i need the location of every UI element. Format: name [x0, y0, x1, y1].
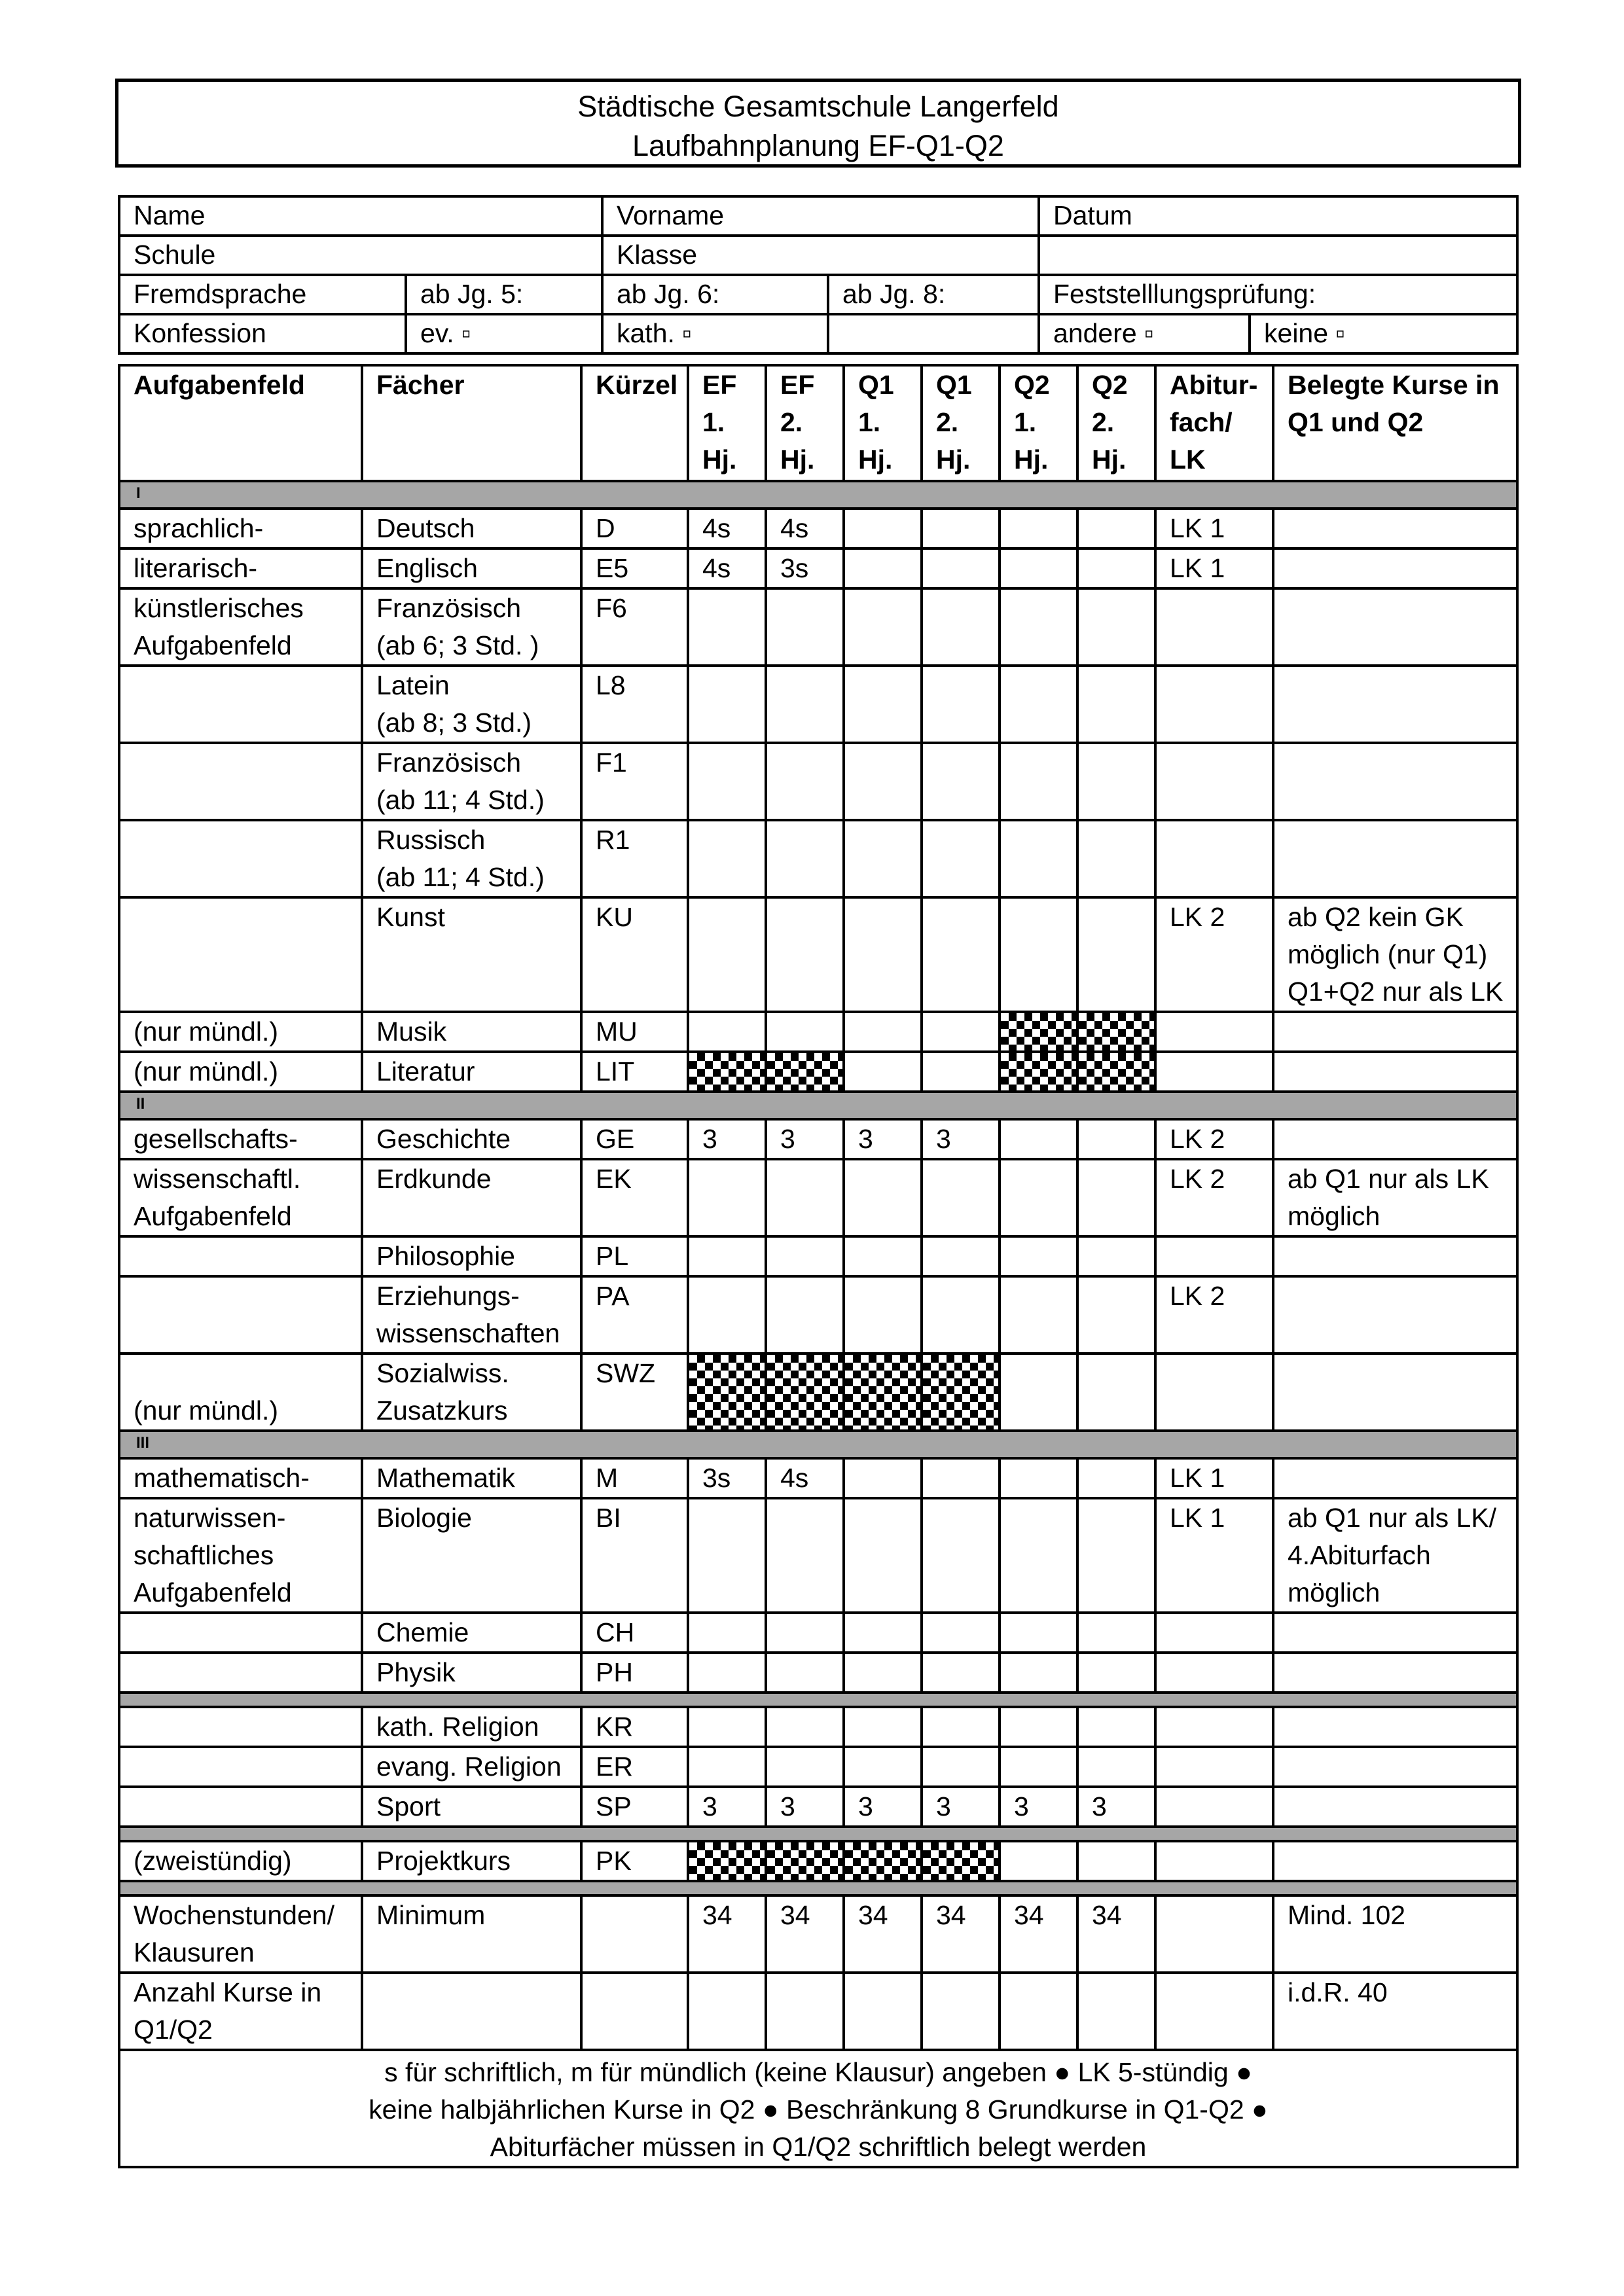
table-row: evang. Religion ER	[119, 1747, 1517, 1787]
konfession-label: Konfession	[119, 314, 406, 353]
blocked-cell	[1000, 1012, 1077, 1052]
section-separator: II	[119, 1092, 1517, 1119]
table-row: (zweistündig) Projektkurs PK	[119, 1841, 1517, 1881]
table-row: gesellschafts- Geschichte GE 3 3 3 3 LK 2	[119, 1119, 1517, 1159]
footer-note: s für schriftlich, m für mündlich (keine Klausur) angeben ● LK 5-stündig ●	[384, 2057, 1252, 2087]
blocked-cell	[688, 1354, 766, 1431]
section-separator	[119, 1693, 1517, 1707]
vorname-field[interactable]: Vorname	[602, 196, 1039, 236]
blocked-cell	[1077, 1012, 1155, 1052]
col-q22: Q2 2. Hj.	[1077, 365, 1155, 481]
table-row: Sport SP 3 3 3 3 3 3	[119, 1787, 1517, 1827]
table-row: künstlerisches Aufgabenfeld Französisch (ab 6; 3 Std. ) F6	[119, 588, 1517, 666]
jg6-field[interactable]: ab Jg. 6:	[602, 275, 828, 314]
course-planning-table	[118, 364, 1519, 2168]
header-row	[119, 365, 1517, 481]
table-row: (nur mündl.) Musik MU	[119, 1012, 1517, 1052]
jg5-field[interactable]: ab Jg. 5:	[406, 275, 602, 314]
blocked-cell	[922, 1354, 1000, 1431]
blocked-cell	[844, 1841, 922, 1881]
blocked-cell	[844, 1354, 922, 1431]
blocked-cell	[1000, 1052, 1077, 1092]
name-field[interactable]: Name	[119, 196, 602, 236]
footer-note: Abiturfächer müssen in Q1/Q2 schriftlich belegt werden	[490, 2132, 1147, 2162]
col-belegt: Belegte Kurse in Q1 und Q2	[1273, 365, 1517, 481]
form-title: Laufbahnplanung EF-Q1-Q2	[632, 129, 1004, 162]
table-row: naturwissen- schaftliches Aufgabenfeld Biologie BI LK 1 ab Q1 nur als LK/ 4.Abiturfach möglich	[119, 1498, 1517, 1613]
empty-field	[1039, 236, 1517, 275]
table-row: mathematisch- Mathematik M 3s 4s LK 1	[119, 1458, 1517, 1498]
ev-checkbox[interactable]: ev. ▫	[406, 314, 602, 353]
blocked-cell	[1077, 1052, 1155, 1092]
table-row: Latein (ab 8; 3 Std.) L8	[119, 666, 1517, 743]
table-row: Wochenstunden/ Klausuren Minimum 34 34 34 34 34 34 Mind. 102	[119, 1895, 1517, 1973]
col-abitur: Abitur- fach/ LK	[1155, 365, 1273, 481]
jg8-field[interactable]: ab Jg. 8:	[828, 275, 1039, 314]
table-row: kath. Religion KR	[119, 1707, 1517, 1747]
table-row: (nur mündl.) Sozialwiss. Zusatzkurs SWZ	[119, 1354, 1517, 1431]
table-row: Kunst KU LK 2 ab Q2 kein GK möglich (nur Q1) Q1+Q2 nur als LK	[119, 897, 1517, 1012]
col-q11: Q1 1. Hj.	[844, 365, 922, 481]
pruefung-field[interactable]: Feststelllungsprüfung:	[1039, 275, 1517, 314]
personal-info-table	[118, 195, 1519, 355]
section-separator: III	[119, 1431, 1517, 1458]
col-faecher: Fächer	[362, 365, 581, 481]
document-title-box	[115, 79, 1521, 168]
section-separator	[119, 1881, 1517, 1895]
blocked-cell	[688, 1841, 766, 1881]
klasse-field[interactable]: Klasse	[602, 236, 1039, 275]
table-row: Physik PH	[119, 1653, 1517, 1693]
blocked-cell	[766, 1841, 844, 1881]
table-row: Erziehungs- wissenschaften PA LK 2	[119, 1276, 1517, 1354]
blocked-cell	[766, 1052, 844, 1092]
andere-checkbox[interactable]: andere ▫	[1039, 314, 1250, 353]
table-row: Chemie CH	[119, 1613, 1517, 1653]
blocked-cell	[766, 1354, 844, 1431]
col-ef2: EF 2. Hj.	[766, 365, 844, 481]
footer-notes	[119, 2050, 1517, 2167]
col-q12: Q1 2. Hj.	[922, 365, 1000, 481]
col-aufgabenfeld: Aufgabenfeld	[119, 365, 362, 481]
datum-field[interactable]: Datum	[1039, 196, 1517, 236]
table-row: (nur mündl.) Literatur LIT	[119, 1052, 1517, 1092]
footer-note: keine halbjährlichen Kurse in Q2 ● Beschränkung 8 Grundkurse in Q1-Q2 ●	[369, 2094, 1268, 2125]
table-row: Russisch (ab 11; 4 Std.) R1	[119, 820, 1517, 897]
section-separator: I	[119, 481, 1517, 509]
keine-checkbox[interactable]: keine ▫	[1250, 314, 1517, 353]
table-row: literarisch- Englisch E5 4s 3s LK 1	[119, 548, 1517, 588]
fremdsprache-label: Fremdsprache	[119, 275, 406, 314]
col-ef1: EF 1. Hj.	[688, 365, 766, 481]
blocked-cell	[922, 1841, 1000, 1881]
school-name: Städtische Gesamtschule Langerfeld	[577, 90, 1059, 123]
section-separator	[119, 1827, 1517, 1841]
col-q21: Q2 1. Hj.	[1000, 365, 1077, 481]
empty-field	[828, 314, 1039, 353]
table-row: wissenschaftl. Aufgabenfeld Erdkunde EK LK 2 ab Q1 nur als LK möglich	[119, 1159, 1517, 1236]
table-row: Philosophie PL	[119, 1236, 1517, 1276]
kath-checkbox[interactable]: kath. ▫	[602, 314, 828, 353]
table-row: Anzahl Kurse in Q1/Q2 i.d.R. 40	[119, 1973, 1517, 2050]
table-row: Französisch (ab 11; 4 Std.) F1	[119, 743, 1517, 820]
table-row: sprachlich- Deutsch D 4s 4s LK 1	[119, 509, 1517, 548]
col-kuerzel: Kürzel	[581, 365, 688, 481]
schule-field[interactable]: Schule	[119, 236, 602, 275]
blocked-cell	[688, 1052, 766, 1092]
